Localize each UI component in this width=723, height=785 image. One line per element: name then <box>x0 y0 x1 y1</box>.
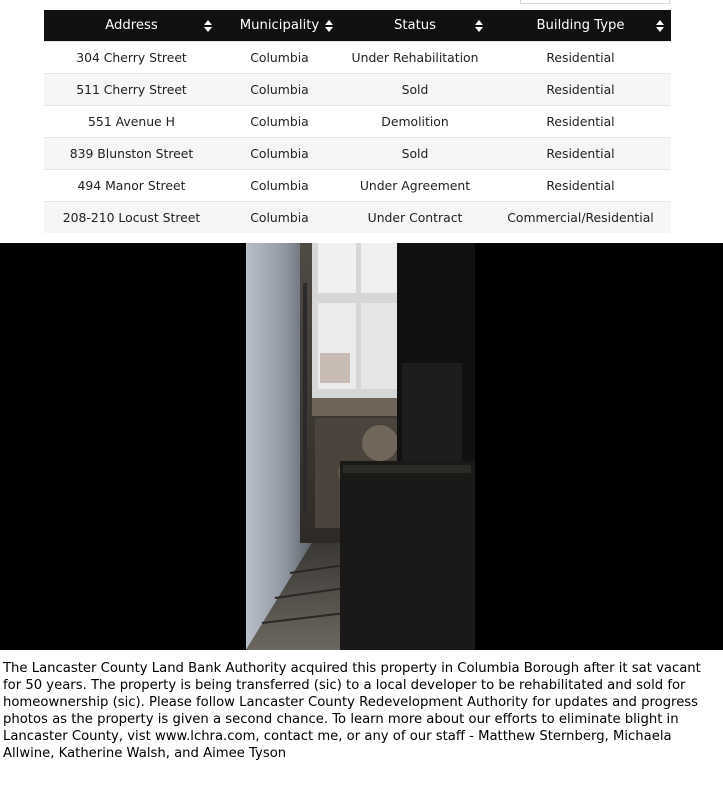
sort-icon[interactable] <box>474 19 484 33</box>
column-header-label: Status <box>393 18 437 33</box>
column-header-status[interactable] <box>340 10 490 42</box>
cell-municipality: Columbia <box>219 202 340 234</box>
sort-icon[interactable] <box>324 19 334 33</box>
cell-status: Sold <box>340 138 490 170</box>
search-input-edge[interactable] <box>520 0 670 4</box>
cell-address: 511 Cherry Street <box>44 74 219 106</box>
cell-building-type: Residential <box>490 106 671 138</box>
cell-municipality: Columbia <box>219 106 340 138</box>
cell-status: Under Rehabilitation <box>340 42 490 74</box>
cell-status: Sold <box>340 74 490 106</box>
sort-icon[interactable] <box>203 19 213 33</box>
properties-table <box>44 10 671 233</box>
cell-building-type: Residential <box>490 170 671 202</box>
column-header-label: Building Type <box>536 18 625 33</box>
cell-status: Under Contract <box>340 202 490 234</box>
cell-address: 304 Cherry Street <box>44 42 219 74</box>
cell-municipality: Columbia <box>219 42 340 74</box>
table-row <box>44 138 671 170</box>
column-header-label: Municipality <box>239 18 320 33</box>
property-photo <box>0 243 723 650</box>
cell-status: Demolition <box>340 106 490 138</box>
table-row <box>44 42 671 74</box>
cell-municipality: Columbia <box>219 74 340 106</box>
cell-building-type: Commercial/Residential <box>490 202 671 234</box>
cell-building-type: Residential <box>490 42 671 74</box>
cell-status: Under Agreement <box>340 170 490 202</box>
cell-municipality: Columbia <box>219 170 340 202</box>
table-row <box>44 106 671 138</box>
cell-address: 839 Blunston Street <box>44 138 219 170</box>
property-photo-illustration <box>0 243 723 650</box>
table-header-row <box>44 10 671 42</box>
table-row <box>44 202 671 234</box>
sort-icon[interactable] <box>655 19 665 33</box>
table-row <box>44 74 671 106</box>
cell-address: 494 Manor Street <box>44 170 219 202</box>
column-header-label: Address <box>105 18 158 33</box>
cell-building-type: Residential <box>490 138 671 170</box>
table-row <box>44 170 671 202</box>
column-header-address[interactable] <box>44 10 219 42</box>
cell-address: 551 Avenue H <box>44 106 219 138</box>
column-header-municipality[interactable] <box>219 10 340 42</box>
cell-building-type: Residential <box>490 74 671 106</box>
photo-caption: The Lancaster County Land Bank Authority acquired this property in Columbia Borough after it sat vacant for 50 years. The property is being transferred (sic) to a local developer to be rehabilitated and sold for homeownership (sic). Please follow Lancaster County Redevelopment Authority for updates and progress photos as the property is given a second chance. To learn more about our efforts to eliminate blight in Lancaster County, vist www.lchra.com, contact me, or any of our staff - Matthew Sternberg, Michaela Allwine, Katherine Walsh, and Aimee Tyson <box>3 661 701 761</box>
column-header-building-type[interactable] <box>490 10 671 42</box>
cell-municipality: Columbia <box>219 138 340 170</box>
cell-address: 208-210 Locust Street <box>44 202 219 234</box>
